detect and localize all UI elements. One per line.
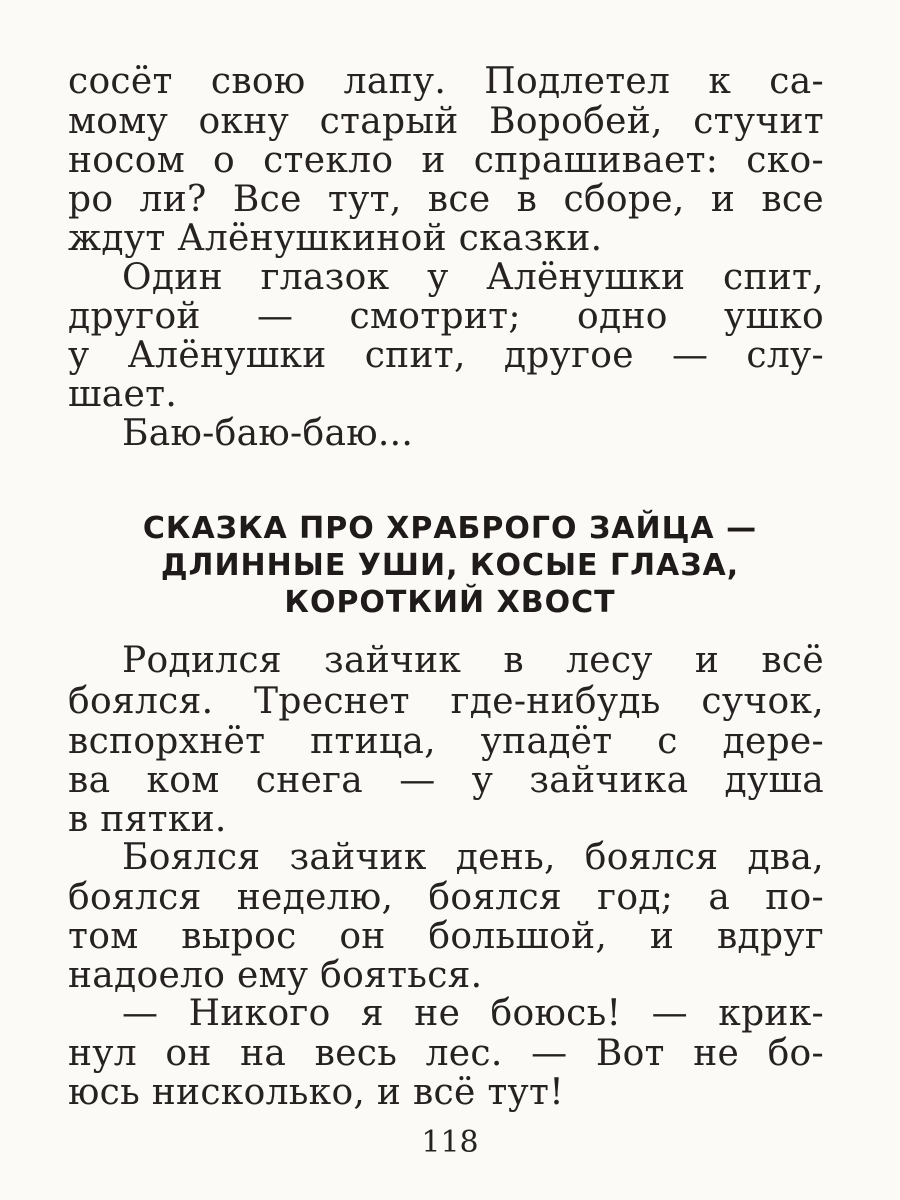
text-line: мому окну старый Воробей, стучит bbox=[68, 101, 824, 142]
text-line: шает. bbox=[68, 374, 178, 415]
text-line: Боялся зайчик день, боялся два, bbox=[122, 837, 824, 878]
title-line: КОРОТКИЙ ХВОСТ bbox=[284, 585, 616, 620]
title-line: ДЛИННЫЕ УШИ, КОСЫЕ ГЛАЗА, bbox=[160, 548, 740, 583]
text-line: ва ком снега — у зайчика душа bbox=[68, 760, 824, 801]
text-line: боялся неделю, боялся год; а по- bbox=[68, 877, 824, 918]
page-number: 118 bbox=[421, 1125, 479, 1160]
text-line: носом о стекло и спрашивает: ско- bbox=[68, 140, 824, 181]
text-line: ро ли? Все тут, все в сборе, и все bbox=[68, 179, 824, 220]
text-line: Баю-баю-баю... bbox=[122, 413, 414, 454]
text-line: вспорхнёт птица, упадёт с дере- bbox=[68, 721, 824, 762]
text-line: в пятки. bbox=[68, 799, 227, 840]
text-line: нул он на весь лес. — Вот не бо- bbox=[68, 1033, 824, 1074]
text-line: ждут Алёнушкиной сказки. bbox=[68, 218, 603, 259]
text-line: — Никого я не боюсь! — крик- bbox=[122, 993, 824, 1034]
text-line: надоело ему бояться. bbox=[68, 955, 483, 996]
text-line: у Алёнушки спит, другое — слу- bbox=[68, 335, 824, 376]
text-line: боялся. Треснет где-нибудь сучок, bbox=[68, 681, 824, 722]
text-line: юсь нисколько, и всё тут! bbox=[68, 1072, 564, 1113]
text-line: том вырос он большой, и вдруг bbox=[68, 916, 824, 957]
text-line: сосёт свою лапу. Подлетел к са- bbox=[68, 61, 824, 102]
text-line: Родился зайчик в лесу и всё bbox=[122, 640, 824, 681]
text-line: Один глазок у Алёнушки спит, bbox=[122, 257, 824, 298]
text-line: другой — смотрит; одно ушко bbox=[68, 296, 824, 337]
title-line: СКАЗКА ПРО ХРАБРОГО ЗАЙЦА — bbox=[142, 511, 758, 546]
